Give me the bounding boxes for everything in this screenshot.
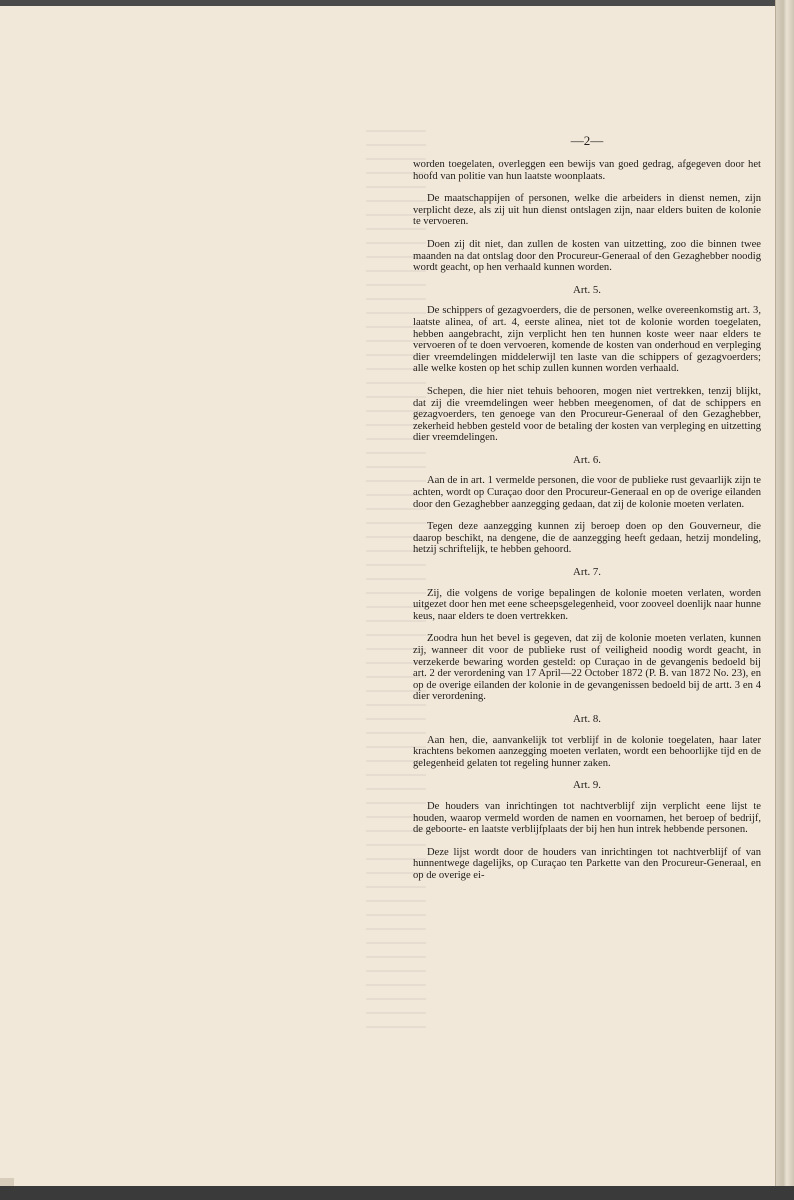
paragraph: De houders van inrichtingen tot nachtverblijf zijn verplicht eene lijst te houden, waarop vermeld worden de namen en voornamen, het beroep of bedrijf, de geboorte- en laatste verblijfplaats der bij hen hun intrek hebbende personen. [413, 800, 761, 836]
page-corner [0, 1178, 14, 1186]
paragraph: De maatschappijen of personen, welke die arbeiders in dienst nemen, zijn verplicht deze, als zij uit hun dienst ontslagen zijn, naar elders buiten de kolonie te vervoeren. [413, 193, 761, 228]
article-heading: Art. 5. [573, 283, 601, 296]
paragraph: Tegen deze aanzegging kunnen zij beroep doen op den Gouverneur, die daarop beschikt, na dengene, die de aanzegging heeft gedaan, hetzij mondeling, hetzij schriftelijk, te hebben gehoord. [413, 521, 761, 556]
document-body [413, 159, 761, 882]
article-heading: Art. 8. [573, 712, 601, 725]
article-heading: Art. 6. [573, 453, 601, 466]
paragraph: Doen zij dit niet, dan zullen de kosten van uitzetting, zoo die binnen twee maanden na dat ontslag door den Procureur-Generaal of den Gezaghebber noodig wordt geacht, op hen verhaald kunnen worden. [413, 238, 761, 274]
paragraph: De schippers of gezagvoerders, die de personen, welke overeenkomstig art. 3, laatste alinea, of art. 4, eerste alinea, niet tot de kolonie worden toegelaten, hebben aangebracht, zijn verplicht hen ten hunnen koste weer naar elders te vervoeren of te doen vervoeren, komende de kosten van onderhoud en verpleging dier vreemdelingen middelerwijl ten laste van die schippers of gezagvoerders; alle welke kosten op het schip zullen kunnen worden verhaald. [413, 305, 761, 375]
paragraph: Aan hen, die, aanvankelijk tot verblijf in de kolonie toegelaten, haar later krachtens bekomen aanzegging moeten verlaten, wordt een behoorlijke tijd en de gelegenheid gelaten tot regeling hunner zaken. [413, 734, 761, 769]
paragraph: Aan de in art. 1 vermelde personen, die voor de publieke rust gevaarlijk zijn te achten, wordt op Curaçao door den Procureur-Generaal en op de overige eilanden door den Gezaghebber aanzegging gedaan, dat zij de kolonie moeten verlaten. [413, 475, 761, 510]
paragraph: Zij, die volgens de vorige bepalingen de kolonie moeten verlaten, worden uitgezet door hen met eene scheepsgelegenheid, voor zooveel doenlijk naar hunne keus, naar elders te doen vertrekken. [413, 587, 761, 622]
paragraph: worden toegelaten, overleggen een bewijs van goed gedrag, afgegeven door het hoofd van politie van hun laatste woonplaats. [413, 159, 761, 182]
scan-top-edge [0, 0, 794, 6]
article-heading: Art. 9. [573, 779, 601, 792]
paragraph: Deze lijst wordt door de houders van inrichtingen tot nachtverblijf of van hunnentwege dagelijks, op Curaçao ten Parkette van den Procureur-Generaal, en op de overige ei- [413, 846, 761, 881]
page-right-edge [775, 0, 794, 1200]
scan-bottom-edge [0, 1186, 794, 1200]
paragraph: Schepen, die hier niet tehuis behooren, mogen niet vertrekken, tenzij blijkt, dat zij die vreemdelingen weer hebben meegenomen, of dat de schippers en gezagvoerders, ten genoege van den Procureur-Generaal of den Gezaghebber, zekerheid hebben gesteld voor de betaling der kosten van verpleging en uitzetting dier vreemdelingen. [413, 385, 761, 444]
article-heading: Art. 7. [573, 566, 601, 579]
paragraph: Zoodra hun het bevel is gegeven, dat zij de kolonie moeten verlaten, kunnen zij, wanneer dit voor de publieke rust of veiligheid noodig wordt geacht, in verzekerde bewaring worden gesteld: op Curaçao in de gevangenis bedoeld bij art. 2 der verordening van 17 April—22 October 1872 (P. B. van 1872 No. 23), en op de overige eilanden der kolonie in de gevangenissen bedoeld bij de artt. 3 en 4 dier verordening. [413, 633, 761, 703]
text-column [413, 133, 761, 893]
page-number: —2— [570, 133, 604, 148]
